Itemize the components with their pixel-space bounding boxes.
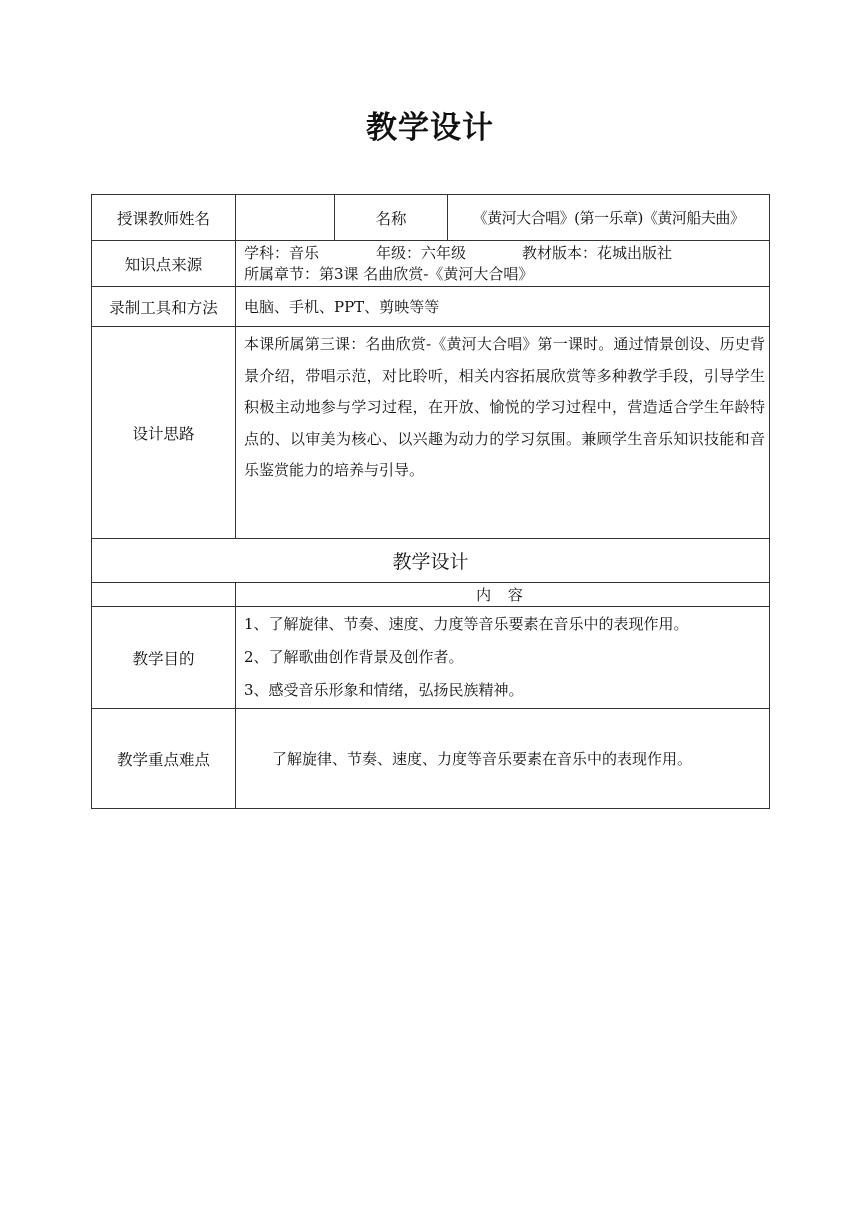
goal-item: 3、感受音乐形象和情绪，弘扬民族精神。: [244, 681, 524, 699]
keypoints-value: 了解旋律、节奏、速度、力度等音乐要素在音乐中的表现作用。: [236, 709, 770, 809]
content-header-blank: [92, 583, 236, 607]
source-value: [236, 241, 770, 287]
design-row: [92, 327, 770, 539]
teacher-name-label: 授课教师姓名: [92, 195, 236, 241]
source-grade: 年级：六年级: [376, 243, 467, 262]
lesson-name-value: 《黄河大合唱》(第一乐章)《黄河船夫曲》: [448, 195, 770, 241]
section-title: 教学设计: [92, 539, 770, 583]
document-title: 教学设计: [366, 110, 494, 146]
source-subject: 学科：音乐: [244, 243, 320, 262]
design-label: 设计思路: [92, 327, 236, 539]
source-label: 知识点来源: [92, 241, 236, 287]
design-value: [236, 327, 770, 539]
section-row: [92, 539, 770, 583]
source-row: [92, 241, 770, 287]
lesson-name-label: 名称: [335, 195, 448, 241]
content-header: 内 容: [236, 583, 770, 607]
content-header-row: [92, 583, 770, 607]
teacher-row: [92, 195, 770, 241]
goals-row: [92, 607, 770, 709]
goals-label: 教学目的: [92, 607, 236, 709]
keypoints-label: 教学重点难点: [92, 709, 236, 809]
goals-value: [236, 607, 770, 709]
source-line-1: [244, 243, 765, 264]
tools-value: 电脑、手机、PPT、剪映等等: [236, 287, 770, 327]
design-text: 本课所属第三课：名曲欣赏-《黄河大合唱》第一课时。通过情景创设、历史背景介绍，带唱示范，对比聆听，相关内容拓展欣赏等多种教学手段，引导学生积极主动地参与学习过程，在开放、愉悦的学习过程中，营造适合学生年龄特点的、以审美为核心、以兴趣为动力的学习氛围。兼顾学生音乐知识技能和音乐鉴赏能力的培养与引导。: [244, 335, 765, 479]
goal-item: 1、了解旋律、节奏、速度、力度等音乐要素在音乐中的表现作用。: [244, 615, 689, 633]
goal-item: 2、了解歌曲创作背景及创作者。: [244, 648, 464, 666]
source-edition: 教材版本：花城出版社: [522, 243, 673, 262]
tools-label: 录制工具和方法: [92, 287, 236, 327]
source-chapter: 所属章节：第3课 名曲欣赏-《黄河大合唱》: [244, 264, 534, 283]
keypoints-row: [92, 709, 770, 809]
lesson-plan-table: [91, 194, 770, 809]
tools-row: [92, 287, 770, 327]
teacher-name-value: [236, 195, 335, 241]
